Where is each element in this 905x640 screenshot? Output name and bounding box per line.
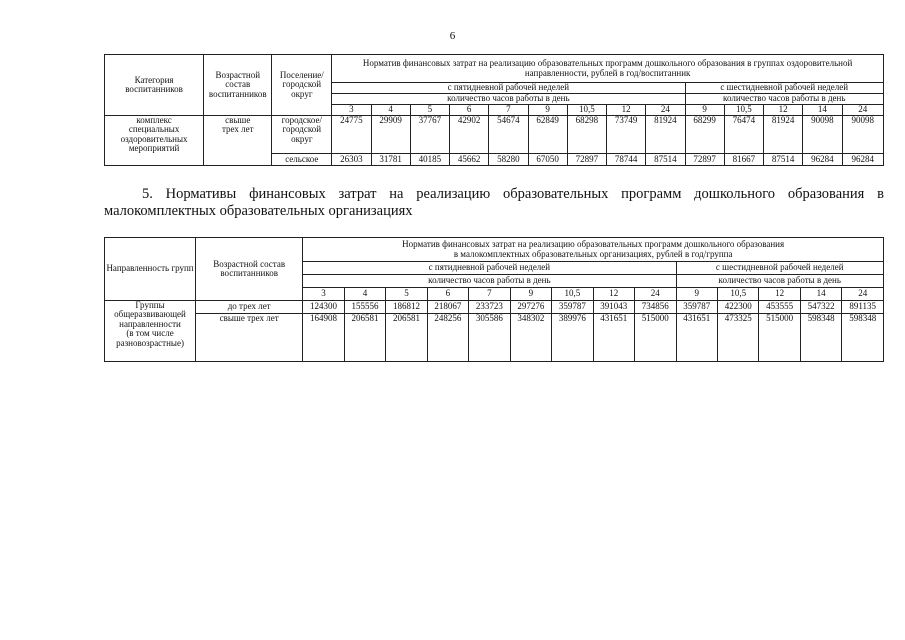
value-cell: 40185 — [410, 154, 449, 166]
small-organizations-norms-table — [104, 237, 884, 362]
value-cell: 73749 — [607, 116, 646, 154]
hours-cell: 5 — [410, 105, 449, 116]
hours-cell: 3 — [303, 288, 344, 301]
age-cell: до трех лет — [196, 301, 303, 314]
value-cell: 62849 — [528, 116, 567, 154]
value-cell: 31781 — [371, 154, 410, 166]
value-cell: 391043 — [593, 301, 634, 314]
value-cell: 891135 — [842, 301, 884, 314]
hours-cell: 12 — [607, 105, 646, 116]
value-cell: 598348 — [842, 314, 884, 362]
hours-cell: 9 — [510, 288, 551, 301]
value-cell: 90098 — [803, 116, 842, 154]
header-hours-five: количество часов работы в день — [303, 275, 676, 288]
direction-line: направленности — [119, 318, 181, 329]
hours-cell: 10,5 — [717, 288, 758, 301]
value-cell: 206581 — [386, 314, 427, 362]
value-cell: 26303 — [332, 154, 371, 166]
value-cell: 54674 — [489, 116, 528, 154]
value-cell: 297276 — [510, 301, 551, 314]
hours-cell: 14 — [800, 288, 841, 301]
value-cell: 233723 — [469, 301, 510, 314]
value-cell: 348302 — [510, 314, 551, 362]
value-cell: 186812 — [386, 301, 427, 314]
section-5-heading-line1: 5. Нормативы финансовых затрат на реализацию образовательных программ дошкольного образования в — [142, 186, 884, 202]
hours-cell: 9 — [676, 288, 717, 301]
header-age: Возрастной состав воспитанников — [204, 55, 272, 116]
value-cell: 42902 — [450, 116, 489, 154]
value-cell: 248256 — [427, 314, 468, 362]
direction-line: разновозрастные) — [116, 337, 184, 348]
section-5-heading-line2: малокомплектных образовательных организациях — [104, 203, 413, 219]
header-age: Возрастной состав воспитанников — [196, 238, 303, 301]
header-norm — [303, 238, 884, 262]
value-cell: 359787 — [676, 301, 717, 314]
hours-cell: 24 — [635, 288, 676, 301]
header-hours-six: количество часов работы в день — [685, 94, 884, 105]
hours-cell: 10,5 — [552, 288, 593, 301]
settlement-cell: сельское — [272, 154, 332, 166]
direction-cell — [105, 301, 196, 362]
hours-cell: 9 — [685, 105, 724, 116]
hours-cell: 10,5 — [567, 105, 606, 116]
value-cell: 164908 — [303, 314, 344, 362]
value-cell: 96284 — [842, 154, 884, 166]
value-cell: 29909 — [371, 116, 410, 154]
header-settlement: Поселение/ городской округ — [272, 55, 332, 116]
age-cell: свыше трех лет — [196, 314, 303, 362]
value-cell: 218067 — [427, 301, 468, 314]
settlement-line: округ — [291, 133, 313, 144]
hours-cell: 12 — [764, 105, 803, 116]
value-cell: 431651 — [593, 314, 634, 362]
value-cell: 422300 — [717, 301, 758, 314]
value-cell: 431651 — [676, 314, 717, 362]
hours-cell: 4 — [344, 288, 385, 301]
header-norm-line1: Норматив финансовых затрат на реализацию образовательных программ дошкольного образования — [402, 239, 785, 250]
hours-cell: 24 — [842, 288, 884, 301]
value-cell: 90098 — [842, 116, 884, 154]
value-cell: 81924 — [646, 116, 685, 154]
header-category: Категория воспитанников — [105, 55, 204, 116]
settlement-line: городское/ — [281, 115, 322, 125]
category-line: оздоровительных — [120, 133, 188, 144]
category-line: специальных — [128, 124, 180, 135]
value-cell: 87514 — [764, 154, 803, 166]
header-norm-line2: в малокомплектных образовательных организациях, рублей в год/группа — [453, 248, 733, 259]
value-cell: 67050 — [528, 154, 567, 166]
value-cell: 734856 — [635, 301, 676, 314]
age-line: трех лет — [221, 124, 254, 135]
value-cell: 453555 — [759, 301, 800, 314]
settlement-line: городской — [282, 124, 322, 135]
value-cell: 87514 — [646, 154, 685, 166]
value-cell: 96284 — [803, 154, 842, 166]
hours-cell: 4 — [371, 105, 410, 116]
hours-cell: 12 — [593, 288, 634, 301]
hours-cell: 6 — [427, 288, 468, 301]
value-cell: 72897 — [685, 154, 724, 166]
hours-cell: 6 — [450, 105, 489, 116]
header-hours-five: количество часов работы в день — [332, 94, 685, 105]
value-cell: 78744 — [607, 154, 646, 166]
settlement-cell — [272, 116, 332, 154]
value-cell: 81924 — [764, 116, 803, 154]
header-hours-six: количество часов работы в день — [676, 275, 884, 288]
value-cell: 473325 — [717, 314, 758, 362]
direction-line: Группы — [135, 300, 165, 310]
category-line: мероприятий — [128, 143, 180, 154]
age-cell — [204, 116, 272, 166]
value-cell: 68299 — [685, 116, 724, 154]
hours-cell: 5 — [386, 288, 427, 301]
hours-cell: 9 — [528, 105, 567, 116]
hours-cell: 14 — [803, 105, 842, 116]
category-line: комплекс — [136, 115, 172, 125]
hours-cell: 7 — [489, 105, 528, 116]
hours-cell: 24 — [842, 105, 884, 116]
value-cell: 206581 — [344, 314, 385, 362]
value-cell: 155556 — [344, 301, 385, 314]
direction-line: общеразвивающей — [114, 309, 186, 320]
header-direction: Направленность групп — [105, 238, 196, 301]
header-five-day: с пятидневной рабочей неделей — [303, 262, 676, 275]
value-cell: 389976 — [552, 314, 593, 362]
hours-cell: 3 — [332, 105, 371, 116]
value-cell: 305586 — [469, 314, 510, 362]
value-cell: 45662 — [450, 154, 489, 166]
header-six-day: с шестидневной рабочей неделей — [676, 262, 884, 275]
health-groups-norms-table — [104, 54, 884, 166]
value-cell: 37767 — [410, 116, 449, 154]
value-cell: 68298 — [567, 116, 606, 154]
value-cell: 72897 — [567, 154, 606, 166]
value-cell: 515000 — [635, 314, 676, 362]
value-cell: 598348 — [800, 314, 841, 362]
value-cell: 124300 — [303, 301, 344, 314]
value-cell: 81667 — [724, 154, 763, 166]
hours-cell: 24 — [646, 105, 685, 116]
hours-cell: 10,5 — [724, 105, 763, 116]
direction-line: (в том числе — [126, 328, 174, 339]
header-six-day: с шестидневной рабочей неделей — [685, 83, 884, 94]
header-five-day: с пятидневной рабочей неделей — [332, 83, 685, 94]
section-5-heading — [104, 186, 884, 220]
value-cell: 58280 — [489, 154, 528, 166]
value-cell: 515000 — [759, 314, 800, 362]
value-cell: 359787 — [552, 301, 593, 314]
age-line: свыше — [225, 115, 251, 125]
value-cell: 76474 — [724, 116, 763, 154]
value-cell: 547322 — [800, 301, 841, 314]
header-norm: Норматив финансовых затрат на реализацию образовательных программ дошкольного образования в группах оздоровительной направленности, рублей в год/воспитанник — [332, 55, 884, 83]
category-cell — [105, 116, 204, 166]
hours-cell: 12 — [759, 288, 800, 301]
value-cell: 24775 — [332, 116, 371, 154]
page-number: 6 — [449, 30, 456, 42]
hours-cell: 7 — [469, 288, 510, 301]
